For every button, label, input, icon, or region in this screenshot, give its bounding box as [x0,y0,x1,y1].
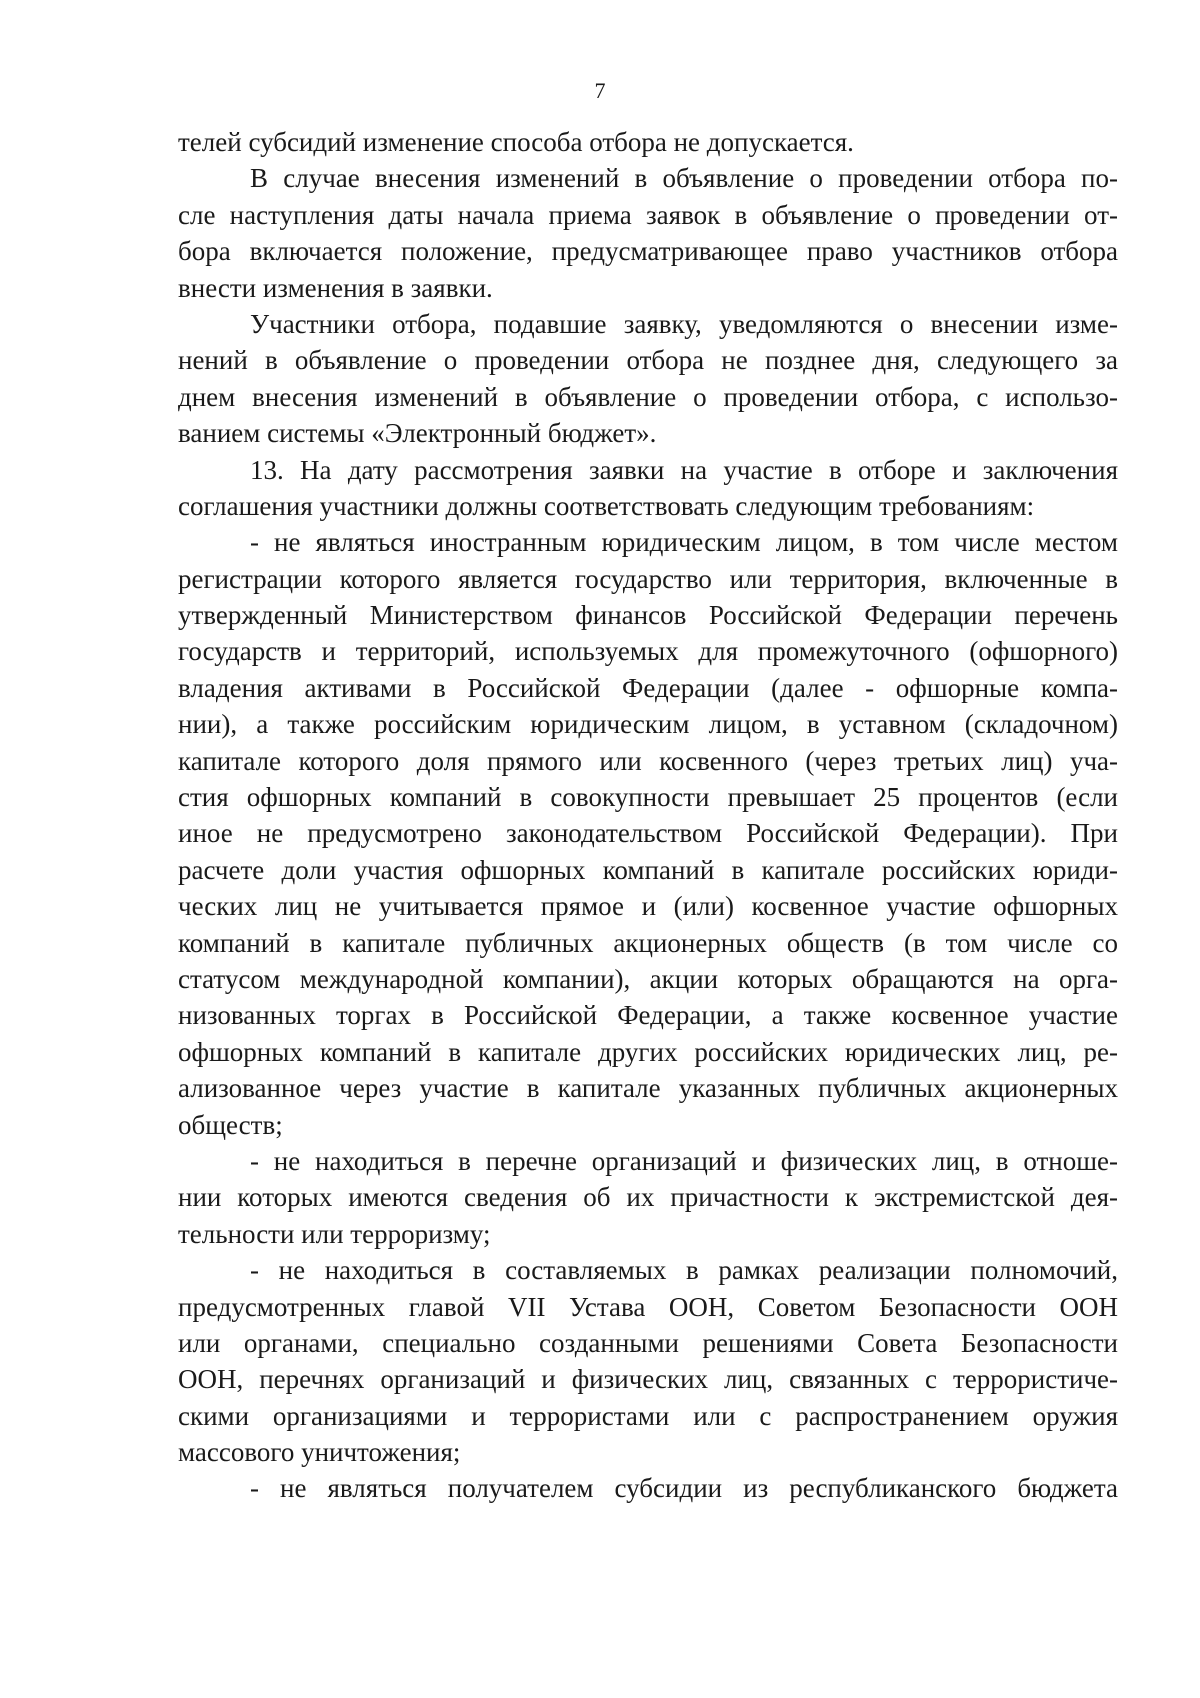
text-line: 13. На дату рассмотрения заявки на участие в отборе и заключения [250,454,1118,485]
text-line: скими организациями и террористами или с распространением оружия [178,1400,1118,1431]
text-line: телей субсидий изменение способа отбора не допускается. [178,127,854,157]
text-line: иное не предусмотрено законодательством Российской Федерации). При [178,818,1118,849]
text-line: предусмотренных главой VII Устава ООН, Советом Безопасности ООН [178,1291,1118,1322]
text-line: владения активами в Российской Федерации (далее - офшорные компа- [178,672,1118,703]
text-line: низованных торгах в Российской Федерации, а также косвенное участие [178,1000,1118,1031]
paragraph [178,524,1118,1143]
text-line: ООН, перечнях организаций и физических лиц, связанных с террористиче- [178,1364,1118,1395]
text-line: ческих лиц не учитывается прямое и (или) косвенное участие офшорных [178,891,1118,922]
text-line: утвержденный Министерством финансов Российской Федерации перечень [178,600,1118,631]
paragraph [178,160,1118,306]
page-number: 7 [594,78,606,103]
text-line: компаний в капитале публичных акционерных обществ (в том числе со [178,927,1118,958]
text-line: статусом международной компании), акции которых обращаются на орга- [178,963,1118,994]
paragraph [178,1252,1118,1470]
text-line: - не являться получателем субсидии из республиканского бюджета [250,1473,1118,1504]
text-line: обществ; [178,1109,283,1140]
text-line: Участники отбора, подавшие заявку, уведомляются о внесении изме- [250,308,1118,339]
text-line: капитале которого доля прямого или косвенного (через третьих лиц) уча- [178,745,1118,776]
text-line: нии которых имеются сведения об их причастности к экстремистской дея- [178,1182,1118,1213]
text-line: В случае внесения изменений в объявление о проведении отбора по- [250,163,1118,194]
text-line: - не находиться в составляемых в рамках реализации полномочий, [250,1255,1118,1286]
text-line: внести изменения в заявки. [178,272,493,303]
text-line: расчете доли участия офшорных компаний в капитале российских юриди- [178,854,1118,885]
text-line: офшорных компаний в капитале других российских юридических лиц, ре- [178,1036,1118,1067]
text-line: ванием системы «Электронный бюджет». [178,418,657,449]
text-line: государств и территорий, используемых для промежуточного (офшорного) [178,636,1118,667]
text-line: тельности или терроризму; [178,1218,491,1249]
text-line: днем внесения изменений в объявление о проведении отбора, с использо- [178,381,1118,412]
paragraph [178,306,1118,452]
text-line: - не находиться в перечне организаций и физических лиц, в отноше- [250,1145,1118,1176]
text-line: регистрации которого является государство или территория, включенные в [178,563,1118,594]
text-line: нений в объявление о проведении отбора не позднее дня, следующего за [178,345,1118,376]
text-line: или органами, специально созданными решениями Совета Безопасности [178,1327,1118,1358]
paragraph [178,124,1118,160]
text-line: соглашения участники должны соответствовать следующим требованиям: [178,490,1035,521]
text-line: ализованное через участие в капитале указанных публичных акционерных [178,1073,1118,1104]
text-line: массового уничтожения; [178,1437,461,1468]
text-line: нии), а также российским юридическим лицом, в уставном (складочном) [178,709,1118,740]
text-line: - не являться иностранным юридическим лицом, в том числе местом [250,527,1118,558]
text-line: сле наступления даты начала приема заявок в объявление о проведении от- [178,199,1118,230]
text-line: бора включается положение, предусматривающее право участников отбора [178,236,1118,267]
paragraph [178,1143,1118,1252]
document-body [178,124,1118,1507]
text-line: стия офшорных компаний в совокупности превышает 25 процентов (если [178,782,1118,813]
paragraph [178,452,1118,525]
paragraph [178,1470,1118,1506]
